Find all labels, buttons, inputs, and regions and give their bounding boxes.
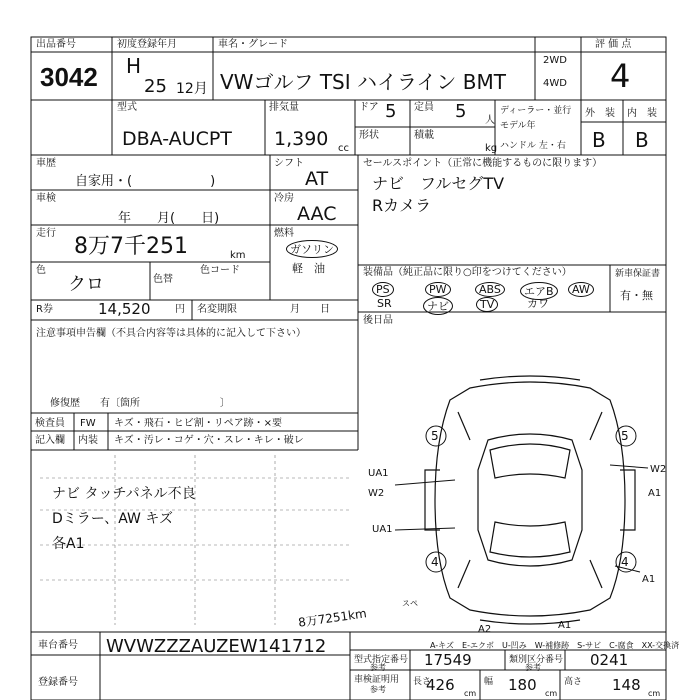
fw-label: FW [80, 418, 96, 429]
sales-line1: ナビ フルセグTV [372, 174, 505, 193]
diag-w2-a: W2 [368, 488, 385, 499]
color-label: 色 [36, 265, 46, 276]
sales-line2: Rカメラ [372, 196, 432, 215]
class-num-ref: 参考 [525, 663, 541, 672]
equip-sr: SR [377, 297, 392, 310]
rear-seat-label: 後日品 [363, 315, 393, 326]
fuel-diesel: 軽 油 [292, 262, 325, 275]
class-num: 0241 [590, 651, 629, 669]
inspection: 年 月( 日) [118, 211, 220, 226]
note-hw1: ナビ タッチパネル不良 [52, 486, 196, 502]
cert-label: 車検証明用 [354, 675, 400, 685]
shift: AT [305, 168, 329, 190]
equip-leather: カワ [527, 297, 549, 310]
handle-label: ハンドル 左・右 [500, 141, 566, 151]
recycle: 14,520 [98, 300, 151, 318]
month: 12月 [176, 81, 208, 97]
equip-tv: TV [476, 297, 498, 312]
lot-label: 出品番号 [36, 39, 76, 50]
diag-mark-rl: 4 [431, 555, 439, 569]
diag-ua1-a: UA1 [368, 468, 389, 479]
chassis-number: WVWZZZAUZEW141712 [106, 636, 327, 657]
width: 180 [508, 676, 537, 694]
capacity: 5 [455, 101, 467, 122]
sales-label: セールスポイント（正常に機能するものに限ります） [363, 158, 603, 169]
fuel-label: 燃料 [274, 228, 294, 239]
length-unit: cm [464, 689, 477, 698]
inspection-label: 車検 [36, 193, 56, 204]
ac: AAC [297, 203, 337, 225]
wd2: 2WD [543, 55, 567, 66]
color-code-label: 色コード [200, 265, 240, 276]
name-change-label: 名変期限 [197, 304, 237, 315]
cc-unit: cc [338, 143, 349, 154]
score: 4 [610, 57, 631, 95]
inspector-row2: キズ・汚レ・コゲ・穴・スレ・キレ・破レ [114, 435, 304, 446]
inspector-row1: キズ・飛石・ヒビ割・リペア跡・×要 [114, 418, 282, 429]
recycle-label: R券 [36, 304, 53, 315]
equip-pw: PW [425, 282, 451, 297]
year: 25 [144, 76, 167, 97]
color: クロ [68, 274, 104, 295]
color-change-label: 色替 [153, 274, 173, 285]
carname: VWゴルフ TSI ハイライン BMT [220, 70, 506, 94]
person-unit: 人 [485, 115, 495, 126]
mileage-label: 走行 [36, 228, 56, 239]
damage-legend: A-キズ E-エクボ U-凹み W-補修跡 S-サビ C-腐食 XX-交換済 [430, 641, 680, 650]
chassis-label: 車台番号 [38, 640, 78, 651]
lot-number: 3042 [40, 62, 98, 92]
model-year-label: モデル年 [500, 121, 536, 131]
doors: 5 [385, 101, 397, 122]
height-unit: cm [648, 689, 661, 698]
reg-label: 登録番号 [38, 677, 78, 688]
width-unit: cm [545, 689, 558, 698]
carname-label: 車名・グレード [218, 39, 288, 50]
diag-mark-rr: 4 [621, 555, 629, 569]
equip-abs: ABS [475, 282, 505, 297]
naisou-label: 内装 [78, 435, 98, 446]
meter-note: 8万7251km [297, 606, 368, 630]
inspector-check-label: 検査員 [35, 418, 65, 429]
type-num: 17549 [424, 651, 472, 669]
width-label: 幅 [484, 677, 494, 687]
diag-a1-a: A1 [648, 488, 662, 499]
dealer-label: ディーラー・並行 [500, 106, 572, 116]
class-num-label: 類別区分番号 [509, 655, 564, 665]
diag-w2-b: W2 [650, 464, 667, 475]
exterior-label: 外 装 [585, 108, 615, 119]
name-change: 月 日 [290, 304, 330, 315]
wd4: 4WD [543, 78, 567, 89]
era: H [126, 54, 142, 78]
type-num-label: 型式指定番号 [354, 655, 409, 665]
capacity-label: 定員 [414, 102, 434, 113]
first-reg-label: 初度登録年月 [117, 39, 177, 50]
diag-a2: A2 [478, 624, 492, 635]
model: DBA-AUCPT [122, 128, 232, 150]
diag-a1-c: A1 [558, 620, 572, 631]
type-num-ref: 参考 [370, 663, 386, 672]
displacement: 1,390 [274, 128, 329, 150]
diag-ua1-b: UA1 [372, 524, 393, 535]
model-label: 型式 [117, 102, 137, 113]
cert-ref: 参考 [370, 685, 386, 694]
mileage: 8万7千251 [74, 234, 188, 259]
height-label: 高さ [564, 677, 583, 687]
score-label: 評 価 点 [595, 39, 632, 50]
yen-unit: 円 [175, 304, 185, 315]
repair-label: 修復歴 有〔箇所 〕 [50, 398, 230, 409]
ac-label: 冷房 [274, 193, 294, 204]
history-label: 車歴 [36, 158, 56, 169]
shape-label: 形状 [359, 130, 379, 141]
inspector-write-label: 記入欄 [35, 435, 65, 446]
equip-navi: ナビ [423, 297, 453, 315]
interior-grade: B [635, 128, 649, 152]
diag-mark-fr: 5 [621, 429, 629, 443]
length: 426 [426, 676, 455, 694]
load-label: 積載 [414, 130, 434, 141]
km-unit: km [230, 250, 246, 261]
diag-spare: スペ [402, 599, 418, 608]
shift-label: シフト [274, 158, 304, 169]
height: 148 [612, 676, 641, 694]
diag-mark-fl: 5 [431, 429, 439, 443]
fuel-gas: ガソリン [286, 240, 338, 258]
diag-a1-b: A1 [642, 574, 656, 585]
history: 自家用・( ) [75, 174, 216, 189]
length-label: 長さ [413, 677, 432, 687]
new-car-label: 新車保証書 [615, 269, 661, 279]
kg-unit: kg [485, 143, 498, 154]
equip-ps: PS [372, 282, 394, 297]
new-car-value: 有・無 [620, 289, 653, 302]
equip-airbag: エアB [520, 282, 558, 300]
equip-aw: AW [568, 282, 594, 297]
exterior-grade: B [592, 128, 606, 152]
displacement-label: 排気量 [269, 102, 299, 113]
notes-label: 注意事項申告欄（不具合内容等は具体的に記入して下さい） [36, 328, 306, 339]
note-hw2: Dミラー、AW キズ [52, 511, 174, 527]
doors-label: ドア [359, 102, 379, 113]
note-hw3: 各A1 [52, 536, 85, 552]
equipment-label: 装備品（純正品に限り○印をつけてください） [363, 267, 572, 278]
interior-label: 内 装 [627, 108, 657, 119]
